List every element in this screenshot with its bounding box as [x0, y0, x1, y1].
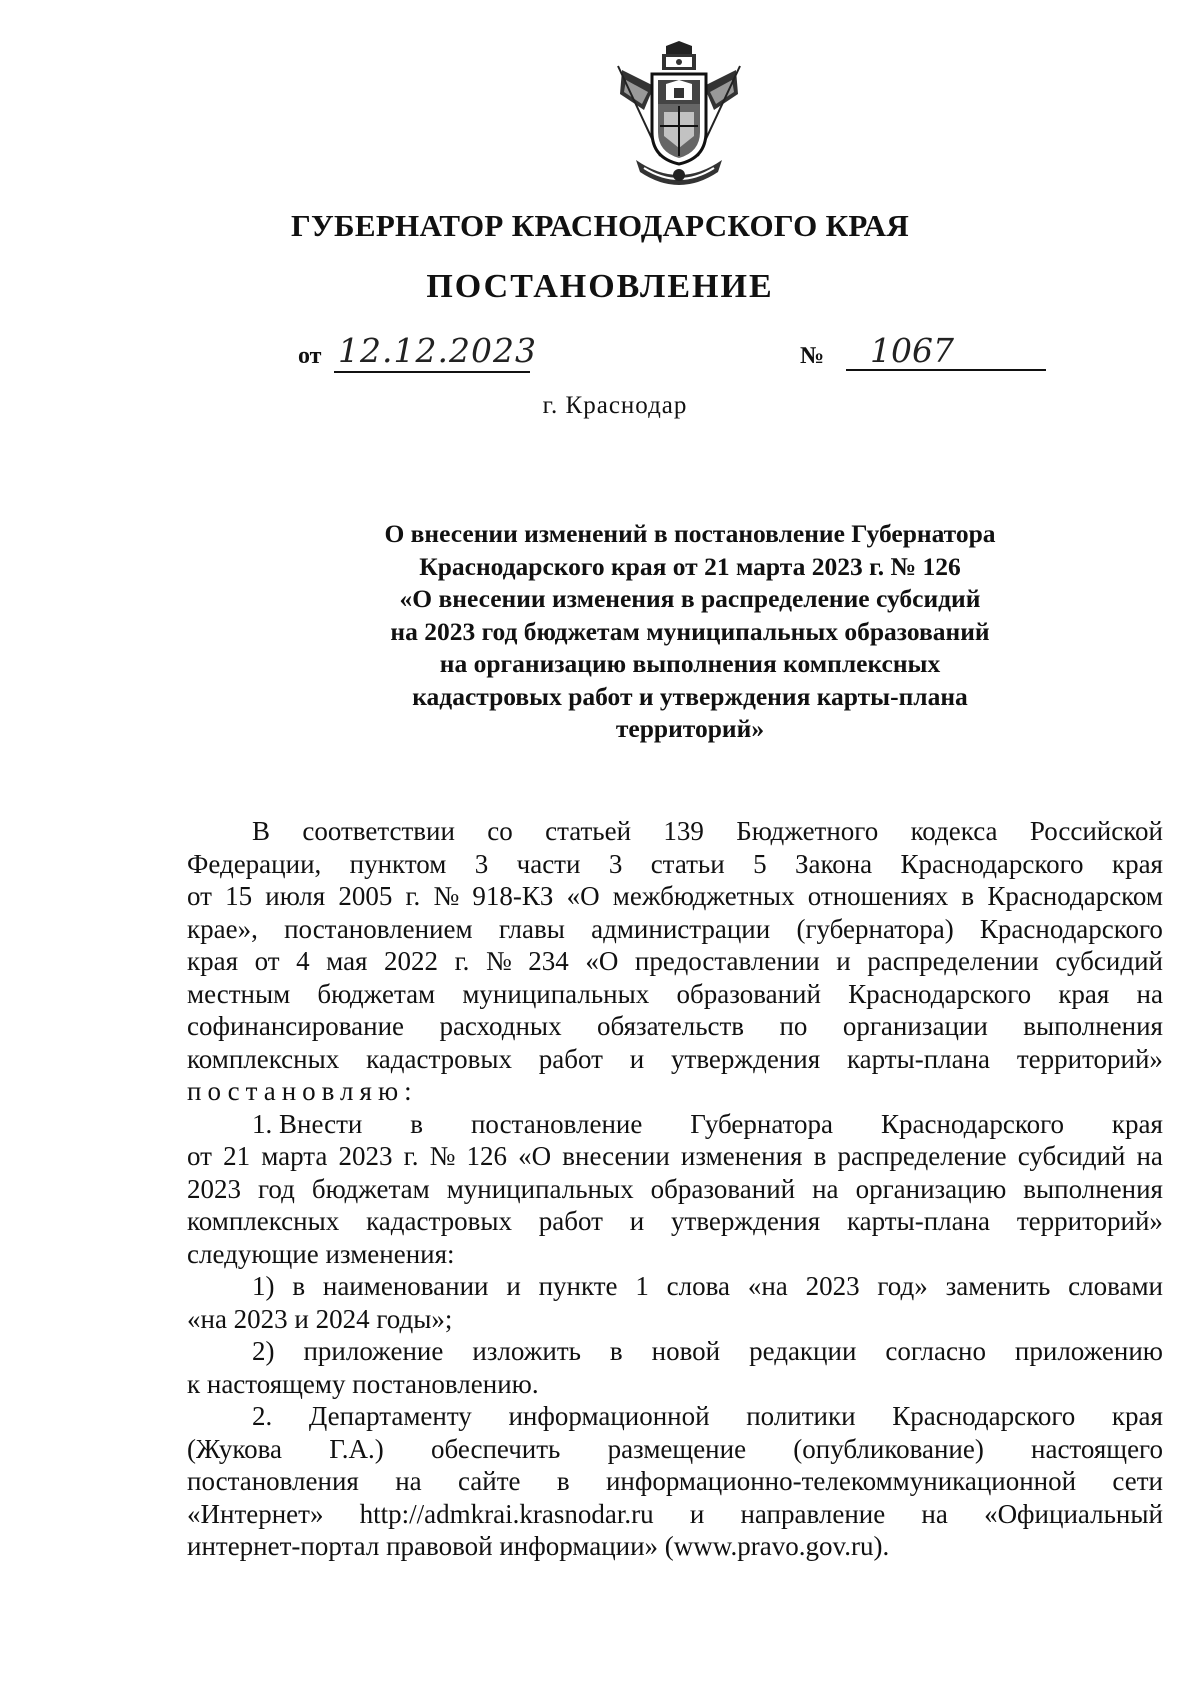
word: обеспечить — [430, 1433, 561, 1464]
word: 126 — [466, 1141, 507, 1171]
issue-city: г. Краснодар — [542, 392, 688, 419]
word: образований — [676, 978, 821, 1009]
word: 2022 — [384, 946, 439, 976]
word: Бюджетного — [736, 816, 879, 846]
word: «О — [585, 946, 619, 976]
word: кадастровых — [366, 1206, 512, 1236]
document-body — [187, 815, 1163, 1563]
word: и — [629, 1043, 645, 1074]
word: в — [292, 1271, 306, 1301]
word: распределение — [837, 1141, 1007, 1171]
word: в — [609, 1336, 623, 1366]
word: кадастровых — [366, 1043, 512, 1074]
paragraph-last-line — [187, 1303, 1163, 1336]
word: расходных — [439, 1011, 562, 1041]
line-text: следующие изменения: — [187, 1238, 455, 1269]
title-line: на организацию выполнения комплексных — [439, 649, 941, 678]
word: настоящего — [1031, 1433, 1163, 1464]
word: 2023 — [338, 1141, 393, 1171]
paragraph-line — [187, 1335, 1163, 1368]
word: Краснодарского — [900, 848, 1084, 879]
word: 4 — [296, 946, 310, 976]
word: 2. — [252, 1401, 273, 1431]
title-line: на 2023 год бюджетам муниципальных образований — [390, 616, 990, 646]
word: в — [556, 1466, 570, 1496]
paragraph-line — [187, 945, 1163, 978]
word: 5 — [753, 848, 767, 879]
word: 2023 — [187, 1173, 241, 1204]
word: края — [1111, 1108, 1163, 1139]
word: Краснодарского — [979, 913, 1163, 944]
word: изложить — [472, 1336, 581, 1366]
word: на — [395, 1466, 422, 1496]
word: на — [812, 1173, 839, 1204]
word: 2) — [252, 1336, 275, 1366]
word: Федерации, — [187, 848, 322, 879]
word: территорий» — [1016, 1206, 1163, 1236]
paragraph-line — [187, 815, 1163, 848]
word: 3 — [608, 848, 623, 879]
word: год — [258, 1173, 295, 1204]
paragraph-line — [187, 1498, 1163, 1531]
word: межбюджетных — [612, 881, 795, 911]
date-number-row — [0, 331, 1200, 385]
word: в — [813, 1141, 827, 1171]
word: г. — [454, 946, 470, 976]
title-line: территорий» — [615, 714, 765, 743]
word: В — [252, 816, 271, 846]
paragraph-line — [187, 1010, 1163, 1043]
word: и — [629, 1206, 645, 1236]
word: № — [433, 881, 460, 911]
word: г. — [405, 881, 421, 911]
word: бюджетам — [311, 1173, 430, 1204]
word: июля — [265, 881, 326, 911]
word: постановлением — [284, 913, 473, 944]
word: крае», — [187, 913, 258, 944]
word: работ — [538, 1206, 603, 1236]
word: изменения — [680, 1141, 803, 1171]
word: статьи — [650, 848, 725, 879]
document-date: 12.12.2023 — [334, 331, 530, 373]
word: со — [487, 816, 513, 846]
word: 918-КЗ — [472, 881, 554, 911]
paragraph-last-line — [187, 1530, 1163, 1563]
word: 234 — [528, 946, 569, 976]
word: комплексных — [187, 1206, 340, 1236]
word: главы — [498, 913, 565, 944]
word: 1) — [252, 1271, 275, 1301]
word: карты-плана — [846, 1043, 991, 1074]
word: «Интернет» — [187, 1498, 324, 1529]
paragraph-line — [187, 1433, 1163, 1466]
word: отношениях — [807, 881, 949, 911]
paragraph-line — [187, 1465, 1163, 1498]
word: работ — [538, 1043, 603, 1074]
word: края — [1111, 848, 1163, 879]
paragraph-line — [187, 1108, 1163, 1141]
line-text: постановляю: — [187, 1076, 418, 1106]
title-line: кадастровых работ и утверждения карты-плана — [412, 681, 968, 711]
document-type: ПОСТАНОВЛЕНИЕ — [426, 268, 774, 305]
word: «Официальный — [984, 1498, 1163, 1529]
word: марта — [261, 1141, 328, 1171]
word: софинансирование — [187, 1011, 405, 1041]
paragraph-line — [187, 880, 1163, 913]
word: территорий» — [1016, 1043, 1163, 1074]
word: на — [921, 1498, 948, 1529]
paragraph-line — [187, 1043, 1163, 1076]
word: обязательств — [597, 1011, 745, 1041]
word: края — [187, 946, 239, 976]
word: пунктом — [349, 848, 447, 879]
word: комплексных — [187, 1043, 340, 1074]
word: на — [1136, 1141, 1163, 1171]
paragraph-line — [187, 1173, 1163, 1206]
word: и — [689, 1498, 705, 1529]
word: (Жукова — [187, 1433, 282, 1464]
word: в — [961, 881, 975, 911]
word: распределении — [867, 946, 1039, 976]
word: 15 — [225, 881, 253, 911]
word: Краснодарского — [848, 978, 1032, 1009]
title-line: О внесении изменений в постановление Губернатора — [384, 519, 996, 548]
word: мая — [326, 946, 368, 976]
word: карты-плана — [846, 1206, 991, 1236]
number-label: № — [800, 343, 825, 369]
word: утверждения — [671, 1043, 821, 1074]
word: 2023 — [805, 1271, 860, 1301]
word: 2005 — [338, 881, 393, 911]
word: выполнения — [1023, 1011, 1163, 1041]
document-number: 1067 — [846, 331, 1046, 371]
paragraph-line — [187, 913, 1163, 946]
word: 1 — [635, 1271, 649, 1301]
word: (опубликование) — [793, 1433, 984, 1464]
word: «О — [566, 881, 600, 911]
word: кодекса — [910, 816, 998, 846]
word: словами — [1068, 1271, 1163, 1301]
word: г. — [403, 1141, 419, 1171]
line-text: интернет-портал правовой информации» (www.pravo.gov.ru). — [187, 1531, 890, 1561]
word: сети — [1112, 1466, 1163, 1496]
word: информационно-телекоммуникационной — [605, 1466, 1077, 1496]
word: организации — [842, 1011, 988, 1041]
word: статьей — [545, 816, 632, 846]
word: Краснодарского — [892, 1401, 1076, 1431]
issuing-authority: ГУБЕРНАТОР КРАСНОДАРСКОГО КРАЯ — [290, 208, 910, 243]
word: редакции — [749, 1336, 857, 1366]
word: Краснодарского — [880, 1108, 1064, 1139]
paragraph-last-line — [187, 1075, 1163, 1108]
paragraph-line — [187, 1140, 1163, 1173]
word: части — [516, 848, 581, 879]
word: новой — [651, 1336, 721, 1366]
word: в — [410, 1108, 424, 1139]
word: субсидий — [1017, 1141, 1126, 1171]
paragraph-last-line — [187, 1368, 1163, 1401]
word: муниципальных — [446, 1173, 634, 1204]
paragraph-last-line — [187, 1238, 1163, 1271]
word: края — [1058, 978, 1110, 1009]
line-text: к настоящему постановлению. — [187, 1368, 539, 1399]
word: 3 — [474, 848, 489, 879]
word: пункте — [538, 1271, 618, 1301]
word: 1. Внести — [252, 1108, 363, 1139]
coat-of-arms-icon — [614, 40, 744, 195]
word: от — [187, 1141, 212, 1171]
word: Закона — [794, 848, 873, 879]
word: от — [187, 881, 212, 911]
word: сайте — [457, 1466, 521, 1496]
word: http://admkrai.krasnodar.ru — [359, 1498, 654, 1529]
word: края — [1111, 1401, 1163, 1431]
word: предоставлении — [634, 946, 820, 976]
title-line: «О внесении изменения в распределение субсидий — [399, 584, 981, 613]
word: по — [779, 1011, 808, 1041]
word: на — [1136, 978, 1163, 1009]
paragraph-line — [187, 1270, 1163, 1303]
word: Краснодарском — [987, 881, 1163, 911]
word: согласно — [885, 1336, 986, 1366]
word: направление — [740, 1498, 886, 1529]
word: размещение — [607, 1433, 747, 1464]
word: постановление — [470, 1108, 643, 1139]
word: выполнения — [1023, 1173, 1163, 1204]
word: Губернатора — [690, 1108, 834, 1139]
word: постановления — [187, 1466, 359, 1496]
paragraph-line — [187, 978, 1163, 1011]
word: Департаменту — [308, 1401, 472, 1431]
word: и — [506, 1271, 521, 1301]
word: 21 — [223, 1141, 251, 1171]
word: информационной — [508, 1401, 710, 1431]
word: (губернатора) — [796, 913, 954, 944]
word: местным — [187, 978, 291, 1009]
word: внесении — [562, 1141, 670, 1171]
word: администрации — [591, 913, 771, 944]
date-label: от — [298, 343, 322, 369]
word: от — [254, 946, 280, 976]
title-line: Краснодарского края от 21 марта 2023 г. № 126 — [419, 551, 961, 581]
word: «на — [747, 1271, 788, 1301]
word: организацию — [855, 1173, 1007, 1204]
line-text: «на 2023 и 2024 годы»; — [187, 1303, 453, 1334]
word: субсидий — [1055, 946, 1163, 976]
word: муниципальных — [462, 978, 650, 1009]
word: заменить — [945, 1271, 1051, 1301]
word: образований — [650, 1173, 796, 1204]
word: бюджетам — [317, 978, 436, 1009]
word: «О — [518, 1141, 552, 1171]
word: Г.А.) — [329, 1433, 384, 1464]
word: наименовании — [322, 1271, 489, 1301]
word: приложению — [1014, 1336, 1163, 1366]
word: и — [836, 946, 851, 976]
word: год» — [877, 1271, 928, 1301]
word: политики — [746, 1401, 856, 1431]
word: 139 — [663, 816, 704, 846]
paragraph-line — [187, 1400, 1163, 1433]
word: приложение — [303, 1336, 444, 1366]
word: соответствии — [302, 816, 455, 846]
word: слова — [666, 1271, 731, 1301]
paragraph-line — [187, 1205, 1163, 1238]
document-title — [300, 518, 1080, 746]
paragraph-line — [187, 848, 1163, 881]
word: № — [485, 946, 512, 976]
word: Российской — [1029, 816, 1163, 846]
word: утверждения — [671, 1206, 821, 1236]
word: № — [429, 1141, 456, 1171]
